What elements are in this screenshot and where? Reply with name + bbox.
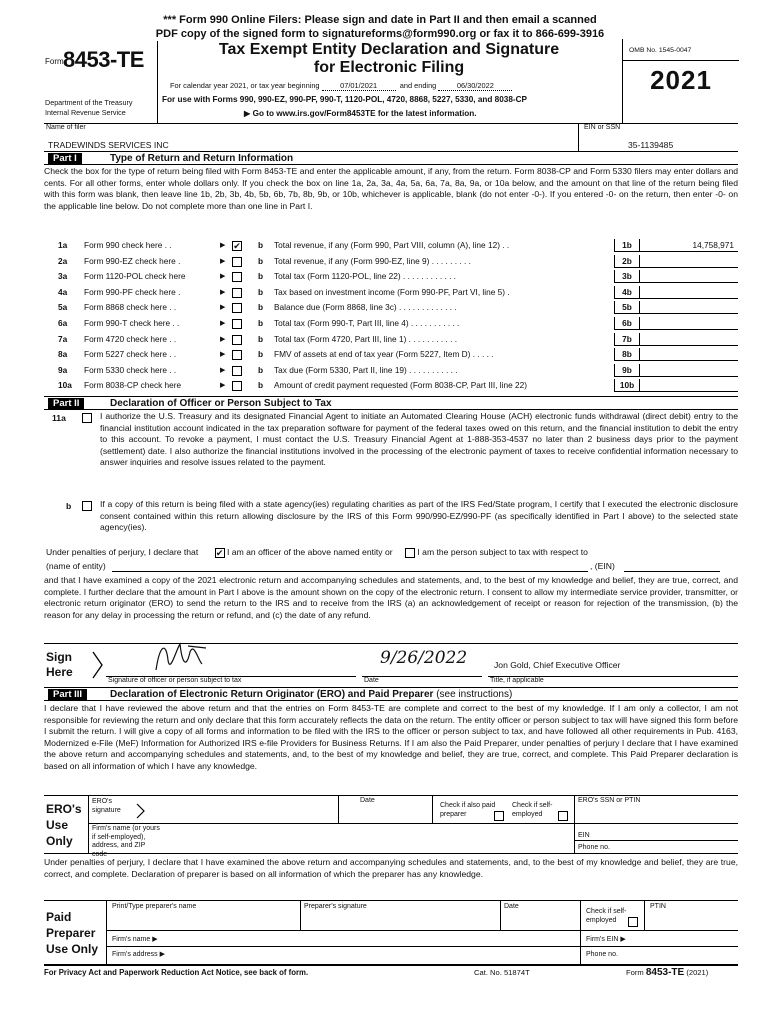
line-amount[interactable] — [640, 333, 738, 346]
part1-title: Type of Return and Return Information — [110, 153, 294, 164]
line-description: Total revenue, if any (Form 990-EZ, line 9) . . . . . . . . . — [274, 255, 471, 266]
line-amount[interactable] — [640, 348, 738, 361]
dept-line-2: Internal Revenue Service — [45, 108, 126, 117]
form-checkbox[interactable]: ✔ — [233, 241, 241, 251]
preparer-label: Preparer — [46, 926, 96, 940]
line-box-code: 2b — [614, 255, 640, 268]
only-label: Only — [46, 834, 73, 848]
see-instructions: (see instructions) — [436, 689, 513, 700]
signature-date[interactable]: 9/26/2022 — [380, 648, 468, 668]
part3-title-text: Declaration of Electronic Return Originator (ERO) and Paid Preparer — [110, 689, 434, 700]
tax-year-label: For calendar year 2021, or tax year beginning — [170, 81, 320, 90]
part1-line-9a — [44, 364, 738, 377]
line-box-code: 7b — [614, 333, 640, 346]
line-number: 1a — [58, 240, 68, 250]
line-amount[interactable]: 14,758,971 — [640, 239, 738, 252]
line-box-code: 4b — [614, 286, 640, 299]
line-b-letter: b — [258, 286, 264, 297]
line-number: 2a — [58, 255, 68, 266]
line-box-code: 10b — [614, 379, 640, 392]
person-text: I am the person subject to tax with respect to — [417, 547, 588, 557]
footer-form-number: 8453-TE — [645, 967, 685, 978]
form-checkbox[interactable] — [232, 303, 242, 313]
perjury-text: and that I have examined a copy of the 2021 electronic return and accompanying schedules and statements, and, to the best of my knowledge and belief, they are true, correct, and complete. I further declare that the amount in Part I above is the amount shown on the copy of the electronic return. I consent to allow my intermediate service provider, transmitter, or electronic return originator (ERO) to send the return to the IRS and to receive from the IRS (a) an acknowledgement of receipt or reason for rejection of the transmission, (b) the reason for any delay in processing the return or refund, and (c) the date of any refund. — [44, 575, 738, 620]
arrow-icon: ▶ — [220, 273, 226, 281]
line-b-letter: b — [258, 333, 264, 344]
line-box-code: 8b — [614, 348, 640, 361]
ero-date-label: Date — [360, 797, 375, 804]
entity-ein-label: , (EIN) — [590, 561, 615, 571]
arrow-icon: ▶ — [220, 335, 226, 343]
part3-title — [110, 688, 512, 701]
line-11b-checkbox[interactable] — [82, 501, 92, 511]
preparer-self-employed-checkbox[interactable] — [628, 917, 638, 927]
part1-line-10a — [44, 379, 738, 392]
form-checkbox[interactable] — [232, 350, 242, 360]
arrow-icon: ▶ — [220, 257, 226, 265]
ero-self-employed-checkbox[interactable] — [558, 811, 568, 821]
line-amount[interactable] — [640, 379, 738, 392]
part1-line-5a — [44, 301, 738, 314]
form-checkbox[interactable] — [232, 319, 242, 329]
preparer-phone-label: Phone no. — [586, 951, 618, 958]
ero-phone-label: Phone no. — [578, 844, 610, 851]
form-title-line-2: for Electronic Filing — [313, 59, 465, 76]
arrow-icon: ▶ — [220, 288, 226, 296]
tax-year: 2021 — [650, 65, 712, 95]
preparer-self-employed-label: Check if self-employed — [586, 908, 627, 924]
form-checkbox[interactable] — [232, 366, 242, 376]
paid-label: Paid — [46, 910, 72, 924]
part1-line-8a — [44, 348, 738, 361]
form-number: 8453-TE — [63, 47, 144, 72]
name-of-entity-label: (name of entity) — [46, 561, 106, 571]
line-form-label: Form 990-T check here . . — [84, 318, 180, 328]
line-description: Tax based on investment income (Form 990-PF, Part VI, line 5) . — [274, 286, 510, 297]
line-box-code: 5b — [614, 301, 640, 314]
line-11b-text: If a copy of this return is being filed with a state agency(ies) regulating charities as part of the IRS Fed/State program, I certify that I executed the electronic disclosure consent contained within this return allowing disclosure by the IRS of this Form 990/990-EZ/990-PF (as specifically identified in Part I above) to the selected state agency(ies). — [100, 499, 738, 533]
line-b-letter: b — [258, 364, 264, 375]
arrow-icon: ▶ — [220, 382, 226, 390]
catalog-number: Cat. No. 51874T — [474, 968, 530, 977]
part1-line-1a — [44, 239, 738, 252]
notice-line-1: *** Form 990 Online Filers: Please sign and date in Part II and then email a scanned — [163, 14, 597, 26]
scan-notice — [60, 13, 700, 41]
line-11a-checkbox[interactable] — [82, 413, 92, 423]
preparer-date-label: Date — [504, 903, 519, 910]
part1-intro: Check the box for the type of return being filed with Form 8453-TE and enter the applicable amount, if any, from the return. Form 8038-CP and Form 5330 filers may enter dollars and cents. For all other forms, enter whole dollars only. If you check the box on line 1a, 2a, 3a, 4a, 5a, 6a, 7a, 8a, 9a, or 10a below, and the amount on that line of the return being filed with this form was blank, then leave line 1b, 2b, 3b, 4b, 5b, 6b, 7b, 8b, 9b, or 10b, whichever is applicable, blank (do not enter -0-). If you entered -0- on the return, then enter -0- on the applicable line below. Do not complete more than one line in Part I. — [44, 166, 738, 211]
ero-ein-label: EIN — [578, 832, 590, 839]
line-11a-num: 11a — [52, 413, 66, 423]
part3-label: Part III — [48, 689, 87, 701]
part1-line-3a — [44, 270, 738, 283]
line-number: 8a — [58, 349, 68, 360]
omb-year-block — [622, 39, 738, 123]
notice-line-2: PDF copy of the signed form to signatureforms@form990.org or fax it to 866-699-3916 — [155, 28, 605, 40]
check-self-employed-label: Check if self-employed — [512, 802, 553, 818]
line-11a-text: I authorize the U.S. Treasury and its designated Financial Agent to initiate an Automated Clearing House (ACH) electronic funds withdrawal (direct debit) entry to the financial institution account indicated in the tax preparation software for payment of the federal taxes owed on this return, and the financial institution to debit the entry to this account. To revoke a payment, I must contact the U.S. Treasury Financial Agent at 1-888-353-4537 no later than 2 business days prior to the payment (settlement) date. I also authorize the financial institutions involved in the processing of the electronic payment of taxes to receive confidential information necessary to answer inquiries and resolve issues related to the payment. — [100, 411, 738, 468]
privacy-notice: For Privacy Act and Paperwork Reduction Act Notice, see back of form. — [44, 968, 309, 977]
firm-name-label: Firm's name (or yours if self-employed), address, and ZIP code — [92, 825, 160, 858]
form-checkbox[interactable] — [232, 272, 242, 282]
line-number: 6a — [58, 318, 68, 328]
line-form-label: Form 4720 check here . . — [84, 333, 177, 344]
print-name-label: Print/Type preparer's name — [112, 903, 197, 910]
line-number: 9a — [58, 364, 68, 375]
begin-date-field[interactable]: 07/01/2021 — [322, 81, 396, 91]
form-title-line-1: Tax Exempt Entity Declaration and Signature — [218, 41, 560, 58]
arrow-icon: ▶ — [220, 320, 226, 327]
line-amount[interactable] — [640, 301, 738, 314]
line-b-letter: b — [258, 318, 264, 328]
filer-name[interactable]: TRADEWINDS SERVICES INC — [48, 140, 169, 150]
end-date-field[interactable]: 06/30/2022 — [438, 81, 512, 91]
line-amount[interactable] — [640, 270, 738, 283]
line-b-letter: b — [258, 302, 264, 313]
line-description: Balance due (Form 8868, line 3c) . . . . . . . . . . . . . — [274, 302, 457, 313]
line-form-label: Form 990 check here . . — [84, 240, 172, 250]
line-form-label: Form 5330 check here . . — [84, 364, 177, 375]
use-label: Use — [46, 818, 69, 832]
firm-ein-label: Firm's EIN ▶ — [586, 936, 626, 943]
officer-title[interactable]: Jon Gold, Chief Executive Officer — [494, 660, 621, 670]
line-form-label: Form 990-EZ check here . — [84, 255, 181, 266]
line-box-code: 9b — [614, 364, 640, 377]
omb-number: OMB No. 1545-0047 — [623, 41, 739, 61]
paid-preparer-checkbox[interactable] — [494, 811, 504, 821]
part1-line-6a — [44, 317, 738, 330]
here-label: Here — [46, 665, 73, 679]
firm-address-label: Firm's address ▶ — [112, 951, 166, 958]
part1-header — [44, 151, 738, 165]
title-label: Title, if applicable — [490, 677, 544, 684]
officer-text: I am an officer of the above named entity or — [227, 547, 393, 557]
perjury-lead: Under penalties of perjury, I declare that — [46, 547, 199, 557]
line-box-code: 6b — [614, 317, 640, 330]
ero-signature-label: ERO's signature — [92, 798, 121, 814]
line-description: Total tax (Form 4720, Part III, line 1) . . . . . . . . . . . — [274, 333, 458, 344]
line-form-label: Form 990-PF check here . — [84, 286, 181, 297]
footer-year: (2021) — [686, 968, 709, 977]
part1-line-4a — [44, 286, 738, 299]
line-form-label: Form 8038-CP check here — [84, 380, 182, 391]
line-description: Amount of credit payment requested (Form 8038-CP, Part III, line 22) — [274, 380, 528, 391]
sign-here-arrow-icon — [92, 651, 104, 679]
ero-arrow-icon — [136, 803, 146, 819]
line-number: 3a — [58, 271, 68, 282]
arrow-icon: ▶ — [220, 351, 226, 359]
part1-line-2a — [44, 255, 738, 268]
ein-label: EIN or SSN — [584, 124, 621, 131]
filer-name-label: Name of filer — [46, 124, 86, 131]
line-form-label: Form 1120-POL check here — [84, 271, 186, 282]
line-form-label: Form 8868 check here . . — [84, 302, 177, 313]
arrow-icon: ▶ — [220, 242, 226, 249]
person-checkbox[interactable] — [405, 548, 415, 558]
line-description: Total tax (Form 1120-POL, line 22) . . . . . . . . . . . . — [274, 271, 456, 282]
eros-label: ERO's — [46, 802, 82, 816]
sign-label: Sign — [46, 650, 72, 664]
ptin-label: PTIN — [650, 903, 666, 910]
line-box-code: 1b — [614, 239, 640, 252]
dept-line-1: Department of the Treasury — [45, 98, 133, 107]
line-amount[interactable] — [640, 317, 738, 330]
line-b-letter: b — [258, 255, 264, 266]
filer-ein[interactable]: 35-1139485 — [628, 140, 674, 150]
part3-header — [44, 687, 738, 701]
line-description: Total tax (Form 990-T, Part III, line 4) . . . . . . . . . . . — [274, 318, 460, 328]
date-label: Date — [364, 677, 379, 684]
line-11b-num: b — [66, 501, 72, 511]
footer-form-id — [626, 967, 708, 979]
part3-declaration: I declare that I have reviewed the above return and that the entries on Form 8453-TE are complete and correct to the best of my knowledge. If I am only a collector, I am not responsible for reviewing the return and only declare that this form accurately reflects the data on the return. The entity officer or person subject to tax will have signed this form before I submit the return. I will give a copy of all forms and information to be filed with the IRS to the officer or person subject to tax, and have followed all other requirements in Pub. 4163, Modernized e-File (MeF) Information for Authorized IRS e-file Providers for Business Returns. If I am also the Paid Preparer, under penalties of perjury I declare that I have examined the above return and accompanying schedules and statements, and, to the best of my knowledge and belief, they are true, correct, and complete. This Paid Preparer declaration is based on all information of which I have any knowledge. — [44, 703, 738, 771]
use-with-forms: For use with Forms 990, 990-EZ, 990-PF, 990-T, 1120-POL, 4720, 8868, 5227, 5330, and 8038-CP — [162, 95, 527, 104]
line-number: 10a — [58, 380, 72, 391]
preparer-signature-label: Preparer's signature — [304, 903, 367, 910]
arrow-icon: ▶ — [220, 366, 226, 374]
part1-label: Part I — [48, 153, 82, 165]
line-box-code: 3b — [614, 270, 640, 283]
line-b-letter: b — [258, 271, 264, 282]
line-description: FMV of assets at end of tax year (Form 5227, Item D) . . . . . — [274, 349, 494, 360]
form-checkbox[interactable] — [232, 335, 242, 345]
officer-signature[interactable] — [150, 640, 220, 676]
line-b-letter: b — [258, 349, 264, 360]
form-word: Form — [45, 57, 64, 66]
ero-ssn-label: ERO's SSN or PTIN — [578, 797, 641, 804]
check-paid-preparer-label: Check if also paid preparer — [440, 802, 496, 818]
line-b-letter: b — [258, 380, 264, 391]
department — [45, 98, 133, 118]
form-checkbox[interactable] — [232, 288, 242, 298]
part2-header — [44, 396, 738, 410]
line-amount[interactable] — [640, 364, 738, 377]
tax-year-row — [170, 81, 512, 91]
perjury-intro — [46, 547, 588, 558]
form-checkbox[interactable] — [232, 257, 242, 267]
line-form-label: Form 5227 check here . . — [84, 349, 177, 360]
form-header — [44, 39, 738, 133]
part1-line-7a — [44, 333, 738, 346]
signature-label: Signature of officer or person subject to tax — [108, 677, 242, 684]
arrow-icon: ▶ — [220, 304, 226, 312]
part2-label: Part II — [48, 398, 84, 410]
line-number: 5a — [58, 302, 68, 313]
and-ending-label: and ending — [399, 81, 437, 90]
line-b-letter: b — [258, 240, 264, 250]
form-id-block — [44, 41, 158, 123]
officer-checkbox[interactable]: ✔ — [215, 547, 224, 558]
preparer-declaration: Under penalties of perjury, I declare that I have examined the above return and accompanying schedules and statements, and, to the best of my knowledge and belief, they are true, correct, and complete. Declaration of preparer is based on all information of which the preparer has any knowledge. — [44, 857, 738, 879]
firm-name-field-label: Firm's name ▶ — [112, 936, 158, 943]
line-description: Tax due (Form 5330, Part II, line 19) . . . . . . . . . . . — [274, 364, 458, 375]
form-checkbox[interactable] — [232, 381, 242, 391]
part2-title: Declaration of Officer or Person Subject to Tax — [110, 398, 332, 409]
footer-form-word: Form — [626, 968, 644, 977]
line-number: 4a — [58, 286, 68, 297]
use-only-label: Use Only — [46, 942, 99, 956]
line-number: 7a — [58, 333, 68, 344]
line-description: Total revenue, if any (Form 990, Part VIII, column (A), line 12) . . — [274, 240, 510, 250]
line-amount[interactable] — [640, 255, 738, 268]
line-amount[interactable] — [640, 286, 738, 299]
goto-link[interactable]: ▶ Go to www.irs.gov/Form8453TE for the latest information. — [244, 109, 477, 118]
